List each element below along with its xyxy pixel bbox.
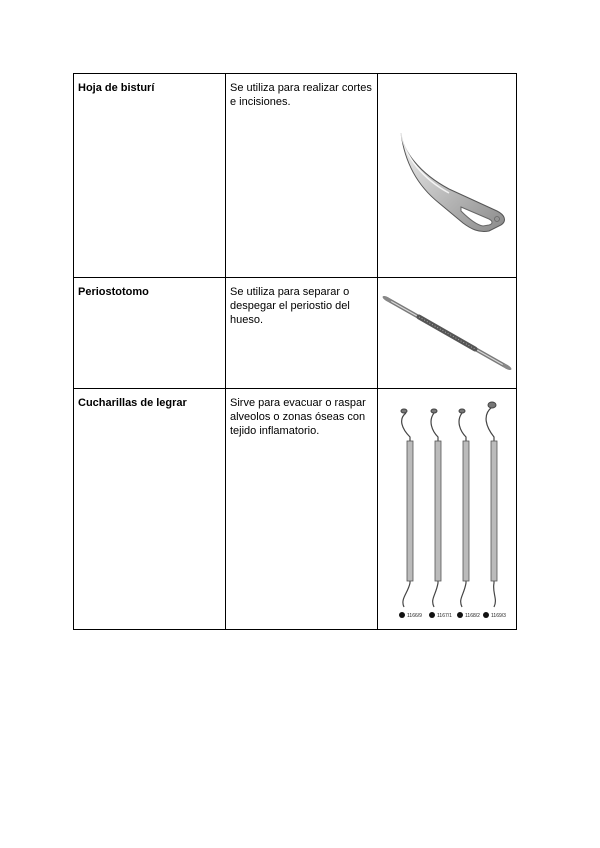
curette-label: 1168/2 (465, 613, 480, 619)
table-row (74, 278, 517, 389)
instrument-description: Se utiliza para separar o despegar el periostio del hueso. (226, 278, 378, 389)
table-row (74, 389, 517, 630)
curette-label: 1169/3 (491, 613, 506, 619)
instrument-description: Se utiliza para realizar cortes e incisiones. (226, 74, 378, 278)
curette-label: 1166/9 (407, 613, 422, 619)
instrument-description: Sirve para evacuar o raspar alveolos o zonas óseas con tejido inflamatorio. (226, 389, 378, 630)
periosteal-elevator-icon (379, 283, 515, 383)
curettes-icon (378, 393, 516, 625)
instrument-image-cell (378, 278, 517, 389)
instrument-name: Cucharillas de legrar (74, 389, 226, 630)
table-row (74, 74, 517, 278)
instrument-image-cell (378, 389, 517, 630)
scalpel-blade-icon (379, 111, 515, 241)
instrument-name: Hoja de bisturí (74, 74, 226, 278)
instrument-image-cell (378, 74, 517, 278)
curette-label: 1167/1 (437, 613, 452, 619)
instrument-name: Periostotomo (74, 278, 226, 389)
instruments-table (73, 73, 517, 630)
